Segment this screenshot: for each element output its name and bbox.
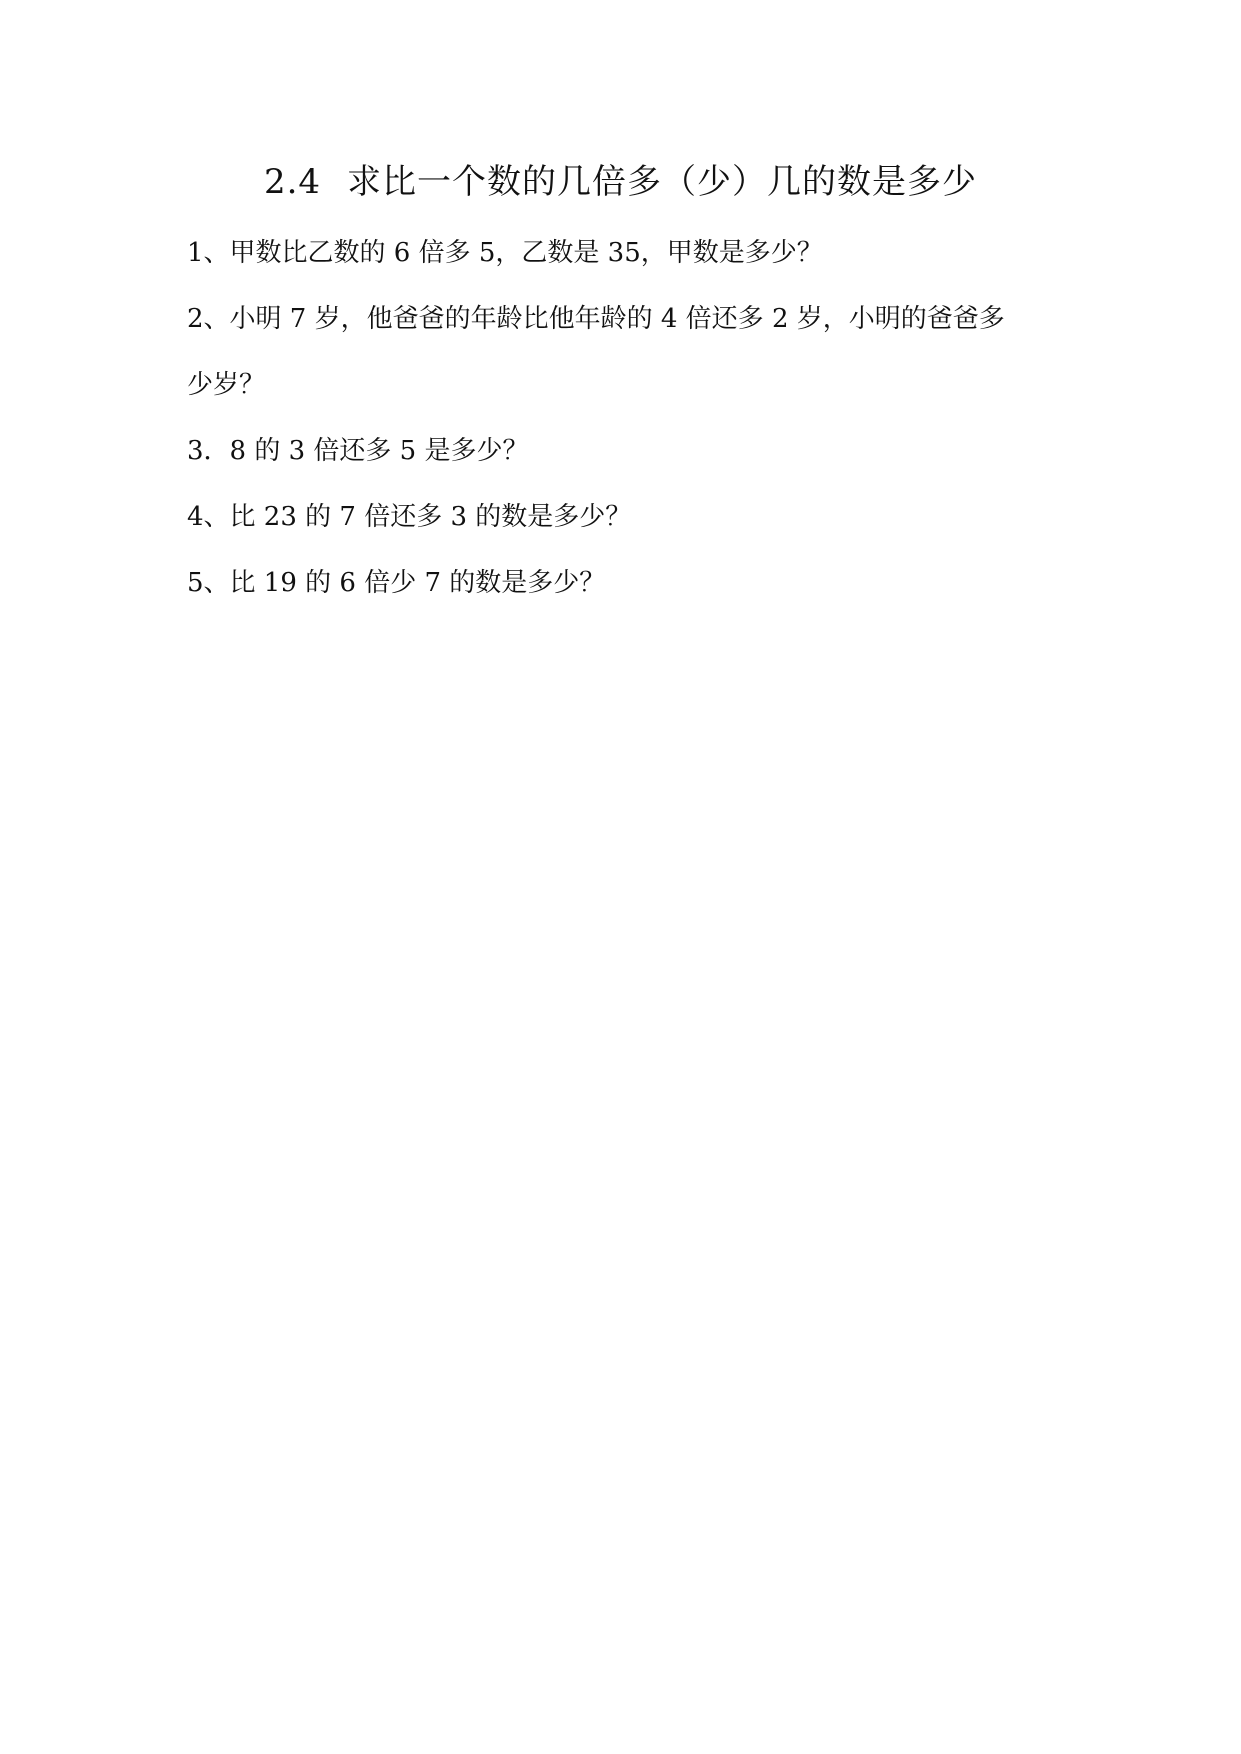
question-line: 2、小明 7 岁，他爸爸的年龄比他年龄的 4 倍还多 2 岁，小明的爸爸多 <box>187 304 1005 334</box>
question-5 <box>187 550 1067 616</box>
question-2 <box>187 286 1067 418</box>
question-3 <box>187 418 1067 484</box>
title-text: 求比一个数的几倍多（少）几的数是多少 <box>347 162 978 202</box>
page-title <box>0 160 1241 204</box>
question-line: 4、比 23 的 7 倍还多 3 的数是多少？ <box>187 502 632 532</box>
question-line: 少岁？ <box>187 370 266 400</box>
question-1 <box>187 220 1067 286</box>
question-list <box>187 220 1067 616</box>
section-number: 2.4 <box>263 162 322 202</box>
question-4 <box>187 484 1067 550</box>
question-line: 1、甲数比乙数的 6 倍多 5，乙数是 35，甲数是多少？ <box>187 238 823 268</box>
question-line: 3．8 的 3 倍还多 5 是多少？ <box>187 436 529 466</box>
question-line: 5、比 19 的 6 倍少 7 的数是多少？ <box>187 568 606 598</box>
